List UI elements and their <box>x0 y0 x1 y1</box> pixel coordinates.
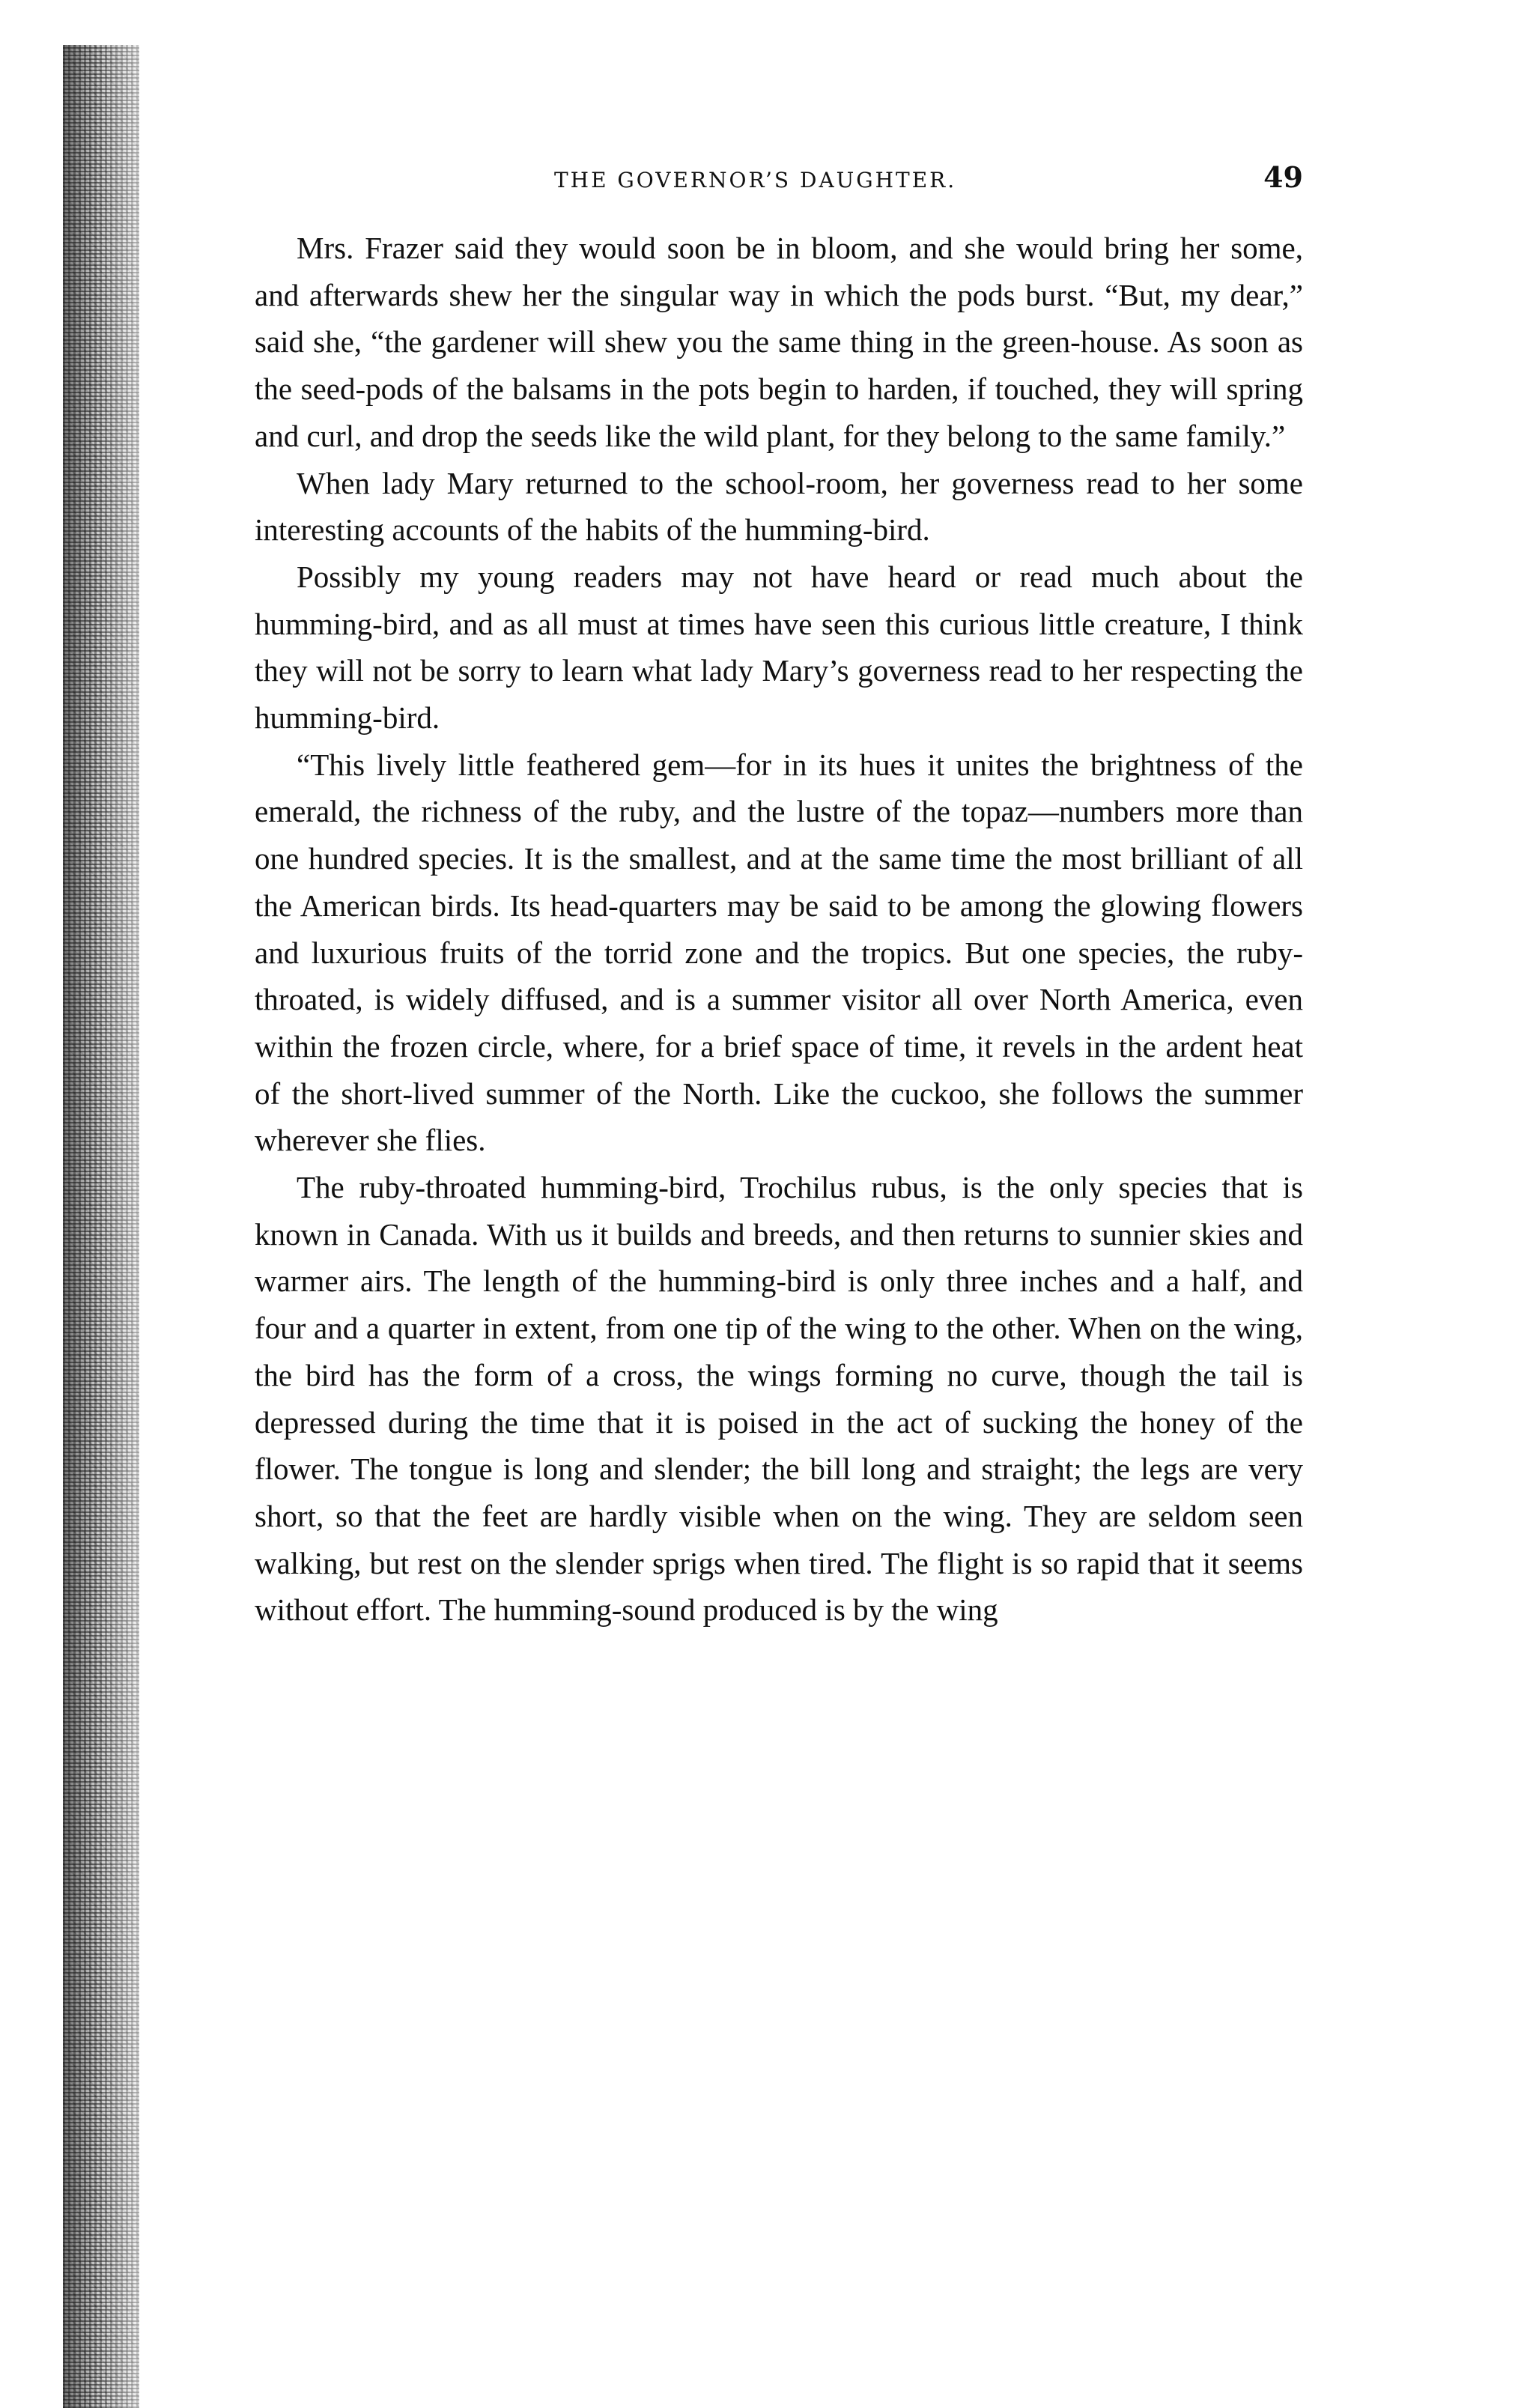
paragraph: Mrs. Frazer said they would soon be in bloom, and she would bring her some, and afterwards shew her the singular way in which the pods burst. “But, my dear,” said she, “the gardener will shew you the same thing in the green-house. As soon as the seed-pods of the balsams in the pots begin to harden, if touched, they will spring and curl, and drop the seeds like the wild plant, for they belong to the same family.” <box>255 231 1303 453</box>
paragraph: Possibly my young readers may not have heard or read much about the humming-bird, and as all must at times have seen this curious little creature, I think they will not be sorry to learn what lady Mary’s governess read to her respecting the humming-bird. <box>255 559 1303 736</box>
page-header <box>255 160 1303 205</box>
paragraph: When lady Mary returned to the school-room, her governess read to her some interesting accounts of the habits of the humming-bird. <box>255 465 1303 548</box>
body-text <box>255 225 1303 1634</box>
paragraph: “This lively little feathered gem—for in its hues it unites the brightness of the emerald, the richness of the ruby, and the lustre of the topaz—numbers more than one hundred species. It is the smallest, and at the same time the most brilliant of all the American birds. Its head-quarters may be said to be among the glowing flowers and luxurious fruits of the torrid zone and the tropics. But one species, the ruby-throated, is widely diffused, and is a summer visitor all over North America, even within the frozen circle, where, for a brief space of time, it revels in the ardent heat of the short-lived summer of the North. Like the cuckoo, she follows the summer wherever she flies. <box>255 747 1303 1158</box>
running-title: THE GOVERNOR’S DAUGHTER. <box>554 168 957 192</box>
book-spine-gutter <box>63 45 139 2408</box>
paragraph: The ruby-throated humming-bird, Trochilus rubus, is the only species that is known in Canada. With us it builds and breeds, and then returns to sunnier skies and warmer airs. The length of the humming-bird is only three inches and a half, and four and a quarter in extent, from one tip of the wing to the other. When on the wing, the bird has the form of a cross, the wings forming no curve, though the tail is depressed during the time that it is poised in the act of sucking the honey of the flower. The tongue is long and slender; the bill long and straight; the legs are very short, so that the feet are hardly visible when on the wing. They are seldom seen walking, but rest on the slender sprigs when tired. The flight is so rapid that it seems without effort. The humming-sound produced is by the wing <box>255 1170 1303 1628</box>
page-number: 49 <box>1263 160 1303 194</box>
